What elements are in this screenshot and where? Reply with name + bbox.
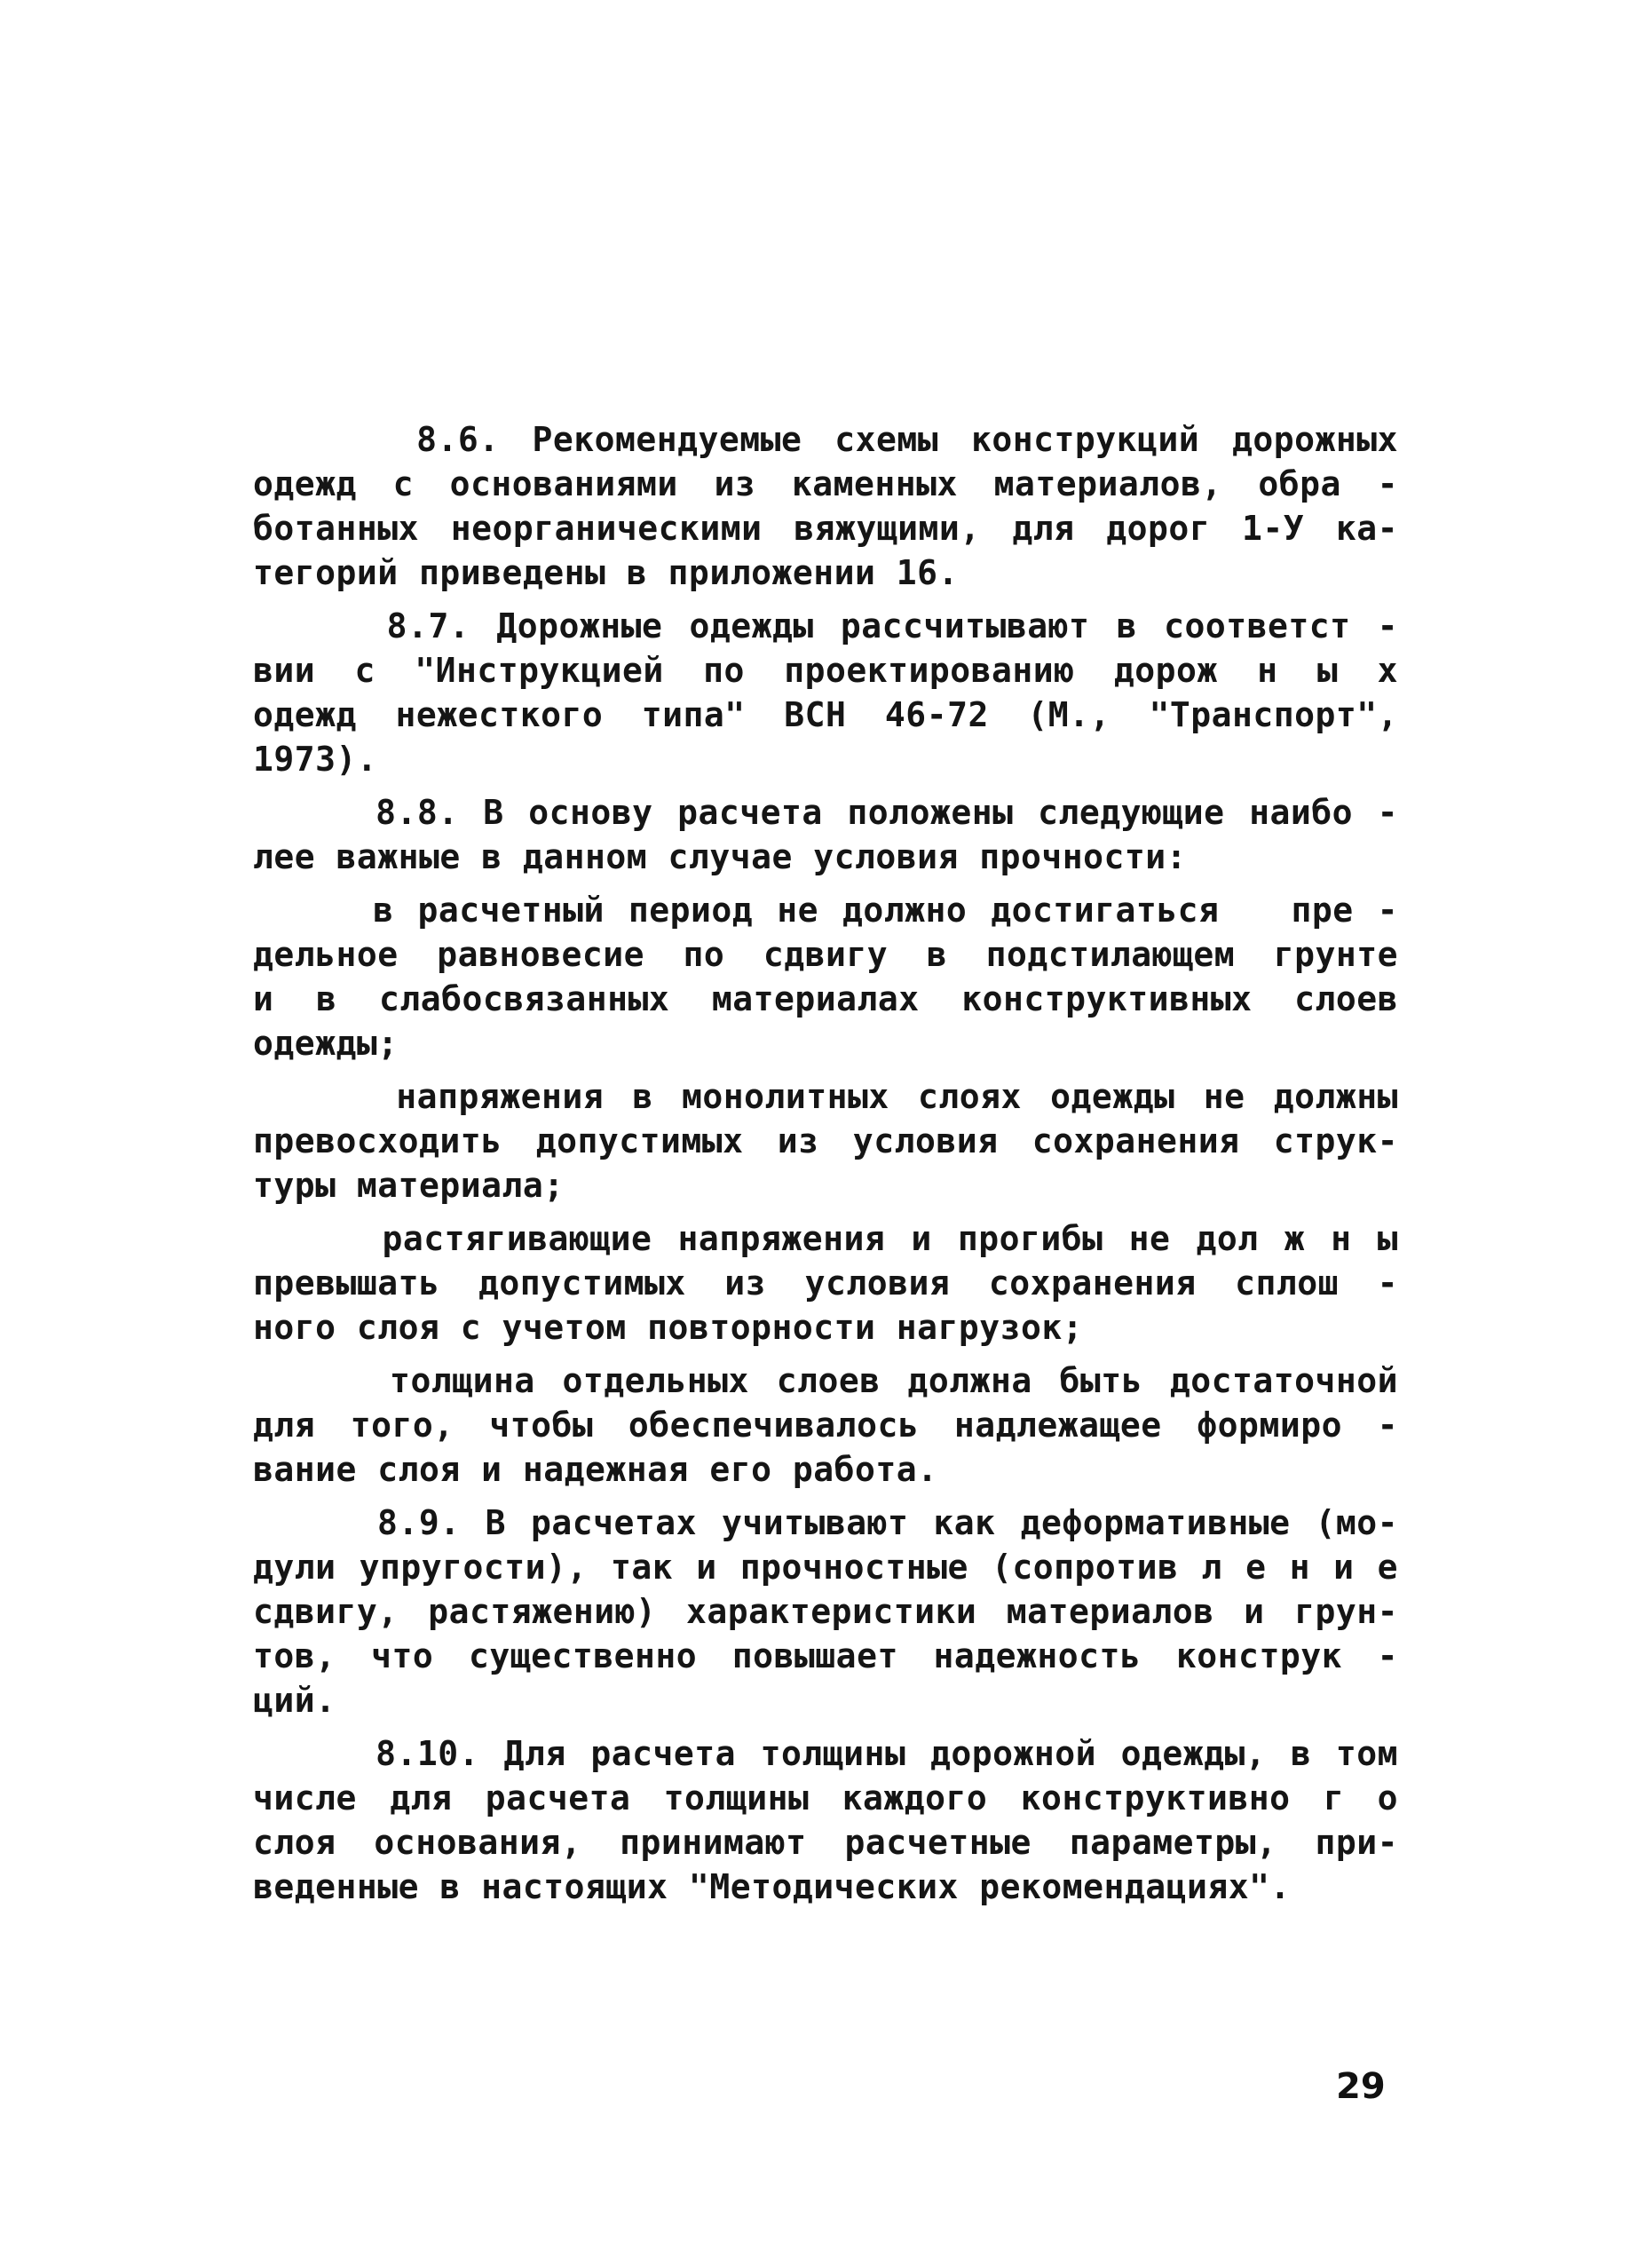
text-line: в расчетный период не должно достигаться пре - [253,891,1398,930]
page-number: 29 [1336,2066,1386,2107]
paragraph-8-7 [253,604,1398,781]
text-line: тегорий приведены в приложении 16. [253,553,959,592]
text-line: 1973). [253,740,378,779]
text-line: вии с "Инструкцией по проектированию дорож н ы х [253,651,1398,690]
text-line: толщина отдельных слоев должна быть достаточной [253,1361,1398,1400]
paragraph-8-9 [253,1501,1398,1723]
text-line: ботанных неорганическими вяжущими, для дорог 1-У ка- [253,509,1398,548]
text-line: 8.8. В основу расчета положены следующие наибо - [253,793,1398,832]
text-line: 8.9. В расчетах учитывают как деформативные (мо- [253,1503,1398,1542]
text-line: превосходить допустимых из условия сохранения струк- [253,1121,1398,1160]
text-line: напряжения в монолитных слоях одежды не должны [253,1077,1398,1116]
text-line: веденные в настоящих "Методических рекомендациях". [253,1867,1291,1906]
condition-item-4 [253,1358,1398,1492]
condition-item-2 [253,1074,1398,1208]
text-line: слоя основания, принимают расчетные параметры, при- [253,1823,1398,1862]
text-line: и в слабосвязанных материалах конструктивных слоев [253,979,1398,1018]
text-line: 8.7. Дорожные одежды рассчитывают в соответст - [253,606,1398,645]
text-line: для того, чтобы обеспечивалось надлежащее формиро - [253,1406,1398,1445]
paragraph-8-8 [253,790,1398,879]
text-line: дули упругости), так и прочностные (сопротив л е н и е [253,1548,1398,1587]
text-line: тов, что существенно повышает надежность конструк - [253,1636,1398,1675]
text-line: превышать допустимых из условия сохранения сплош - [253,1263,1398,1303]
text-line: одежд нежесткого типа" ВСН 46-72 (М., "Транспорт", [253,695,1398,734]
text-line: одежд с основаниями из каменных материалов, обра - [253,464,1398,503]
text-line: лее важные в данном случае условия прочности: [253,837,1188,876]
text-line: сдвигу, растяжению) характеристики материалов и грун- [253,1592,1398,1631]
text-line: ного слоя с учетом повторности нагрузок; [253,1308,1084,1347]
text-line: дельное равновесие по сдвигу в подстилающем грунте [253,935,1398,974]
text-line: одежды; [253,1024,399,1063]
condition-item-3 [253,1216,1398,1350]
condition-item-1 [253,888,1398,1065]
text-line: ций. [253,1681,336,1720]
paragraph-8-6 [253,417,1398,595]
text-line: числе для расчета толщины каждого конструктивно г о [253,1778,1398,1818]
text-line: 8.6. Рекомендуемые схемы конструкций дорожных [253,420,1398,459]
text-line: вание слоя и надежная его работа. [253,1450,938,1489]
text-line: 8.10. Для расчета толщины дорожной одежды, в том [253,1734,1398,1773]
paragraph-8-10 [253,1731,1398,1909]
text-line: растягивающие напряжения и прогибы не дол ж н ы [253,1219,1398,1258]
text-line: туры материала; [253,1166,565,1205]
document-body [253,417,1398,1909]
